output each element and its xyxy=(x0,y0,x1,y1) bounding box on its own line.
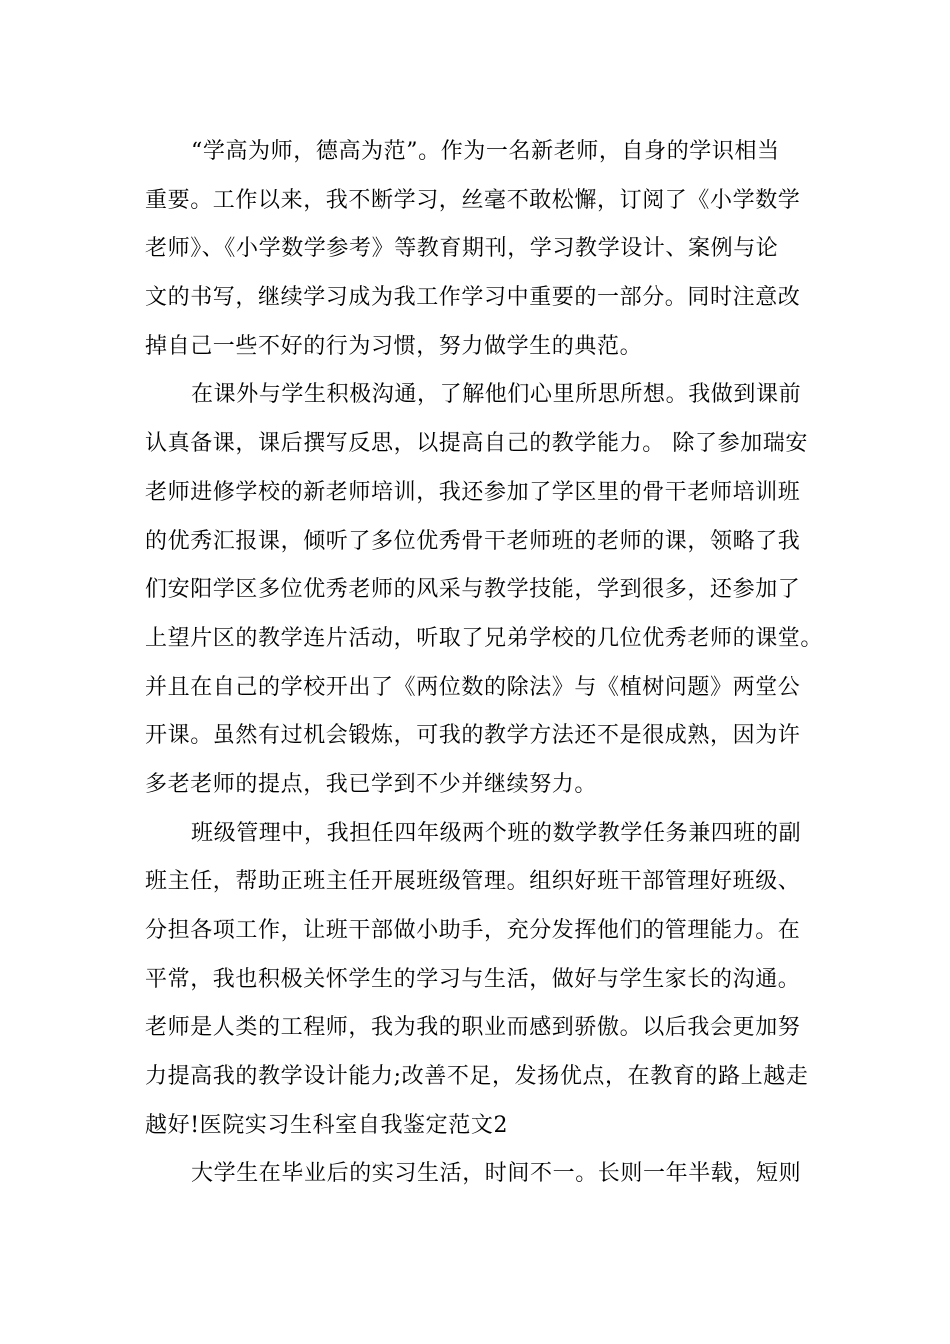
paragraph-1-line-3: 老师》、《小学数学参考》等教育期刊，学习教学设计、案例与论 xyxy=(145,236,779,262)
paragraph-4-line-1: 大学生在毕业后的实习生活，时间不一。长则一年半载，短则 xyxy=(191,1161,802,1187)
paragraph-2-line-5: 们安阳学区多位优秀老师的风采与教学技能，学到很多，还参加了 xyxy=(145,577,801,603)
paragraph-2-line-8: 开课。虽然有过机会锻炼，可我的教学方法还不是很成熟，因为许 xyxy=(145,723,801,749)
paragraph-3-line-6: 力提高我的教学设计能力;改善不足，发扬优点，在教育的路上越走 xyxy=(145,1064,809,1090)
paragraph-3-line-4: 平常，我也积极关怀学生的学习与生活，做好与学生家长的沟通。 xyxy=(145,966,801,992)
paragraph-2-line-2: 认真备课，课后撰写反思，以提高自己的教学能力。 除了参加瑞安 xyxy=(145,431,808,457)
paragraph-1-line-2: 重要。工作以来，我不断学习，丝毫不敢松懈，订阅了《小学数学 xyxy=(145,187,801,213)
paragraph-2-line-1: 在课外与学生积极沟通，了解他们心里所思所想。我做到课前 xyxy=(191,382,802,408)
paragraph-3-line-2: 班主任，帮助正班主任开展班级管理。组织好班干部管理好班级、 xyxy=(145,869,801,895)
paragraph-2-line-6: 上望片区的教学连片活动，听取了兄弟学校的几位优秀老师的课堂。 xyxy=(145,625,824,651)
paragraph-1-line-1: “学高为师，德高为范”。作为一名新老师，自身的学识相当 xyxy=(191,139,780,164)
paragraph-2-line-7: 并且在自己的学校开出了《两位数的除法》与《植树问题》两堂公 xyxy=(145,674,801,700)
paragraph-2-line-4: 的优秀汇报课，倾听了多位优秀骨干老师班的老师的课，领略了我 xyxy=(145,528,801,554)
paragraph-1-line-5: 掉自己一些不好的行为习惯，努力做学生的典范。 xyxy=(145,333,643,359)
paragraph-3-line-3: 分担各项工作，让班干部做小助手，充分发挥他们的管理能力。在 xyxy=(145,918,801,943)
paragraph-1-line-4: 文的书写，继续学习成为我工作学习中重要的一部分。同时注意改 xyxy=(145,285,801,311)
paragraph-3-line-7: 越好!医院实习生科室自我鉴定范文2 xyxy=(145,1112,509,1138)
paragraph-3-line-1: 班级管理中，我担任四年级两个班的数学教学任务兼四班的副 xyxy=(191,820,802,846)
paragraph-3-line-5: 老师是人类的工程师，我为我的职业而感到骄傲。以后我会更加努 xyxy=(145,1015,801,1041)
document-body xyxy=(145,128,845,1199)
paragraph-2-line-3: 老师进修学校的新老师培训，我还参加了学区里的骨干老师培训班 xyxy=(145,479,801,505)
paragraph-2-line-9: 多老老师的提点，我已学到不少并继续努力。 xyxy=(145,771,598,797)
